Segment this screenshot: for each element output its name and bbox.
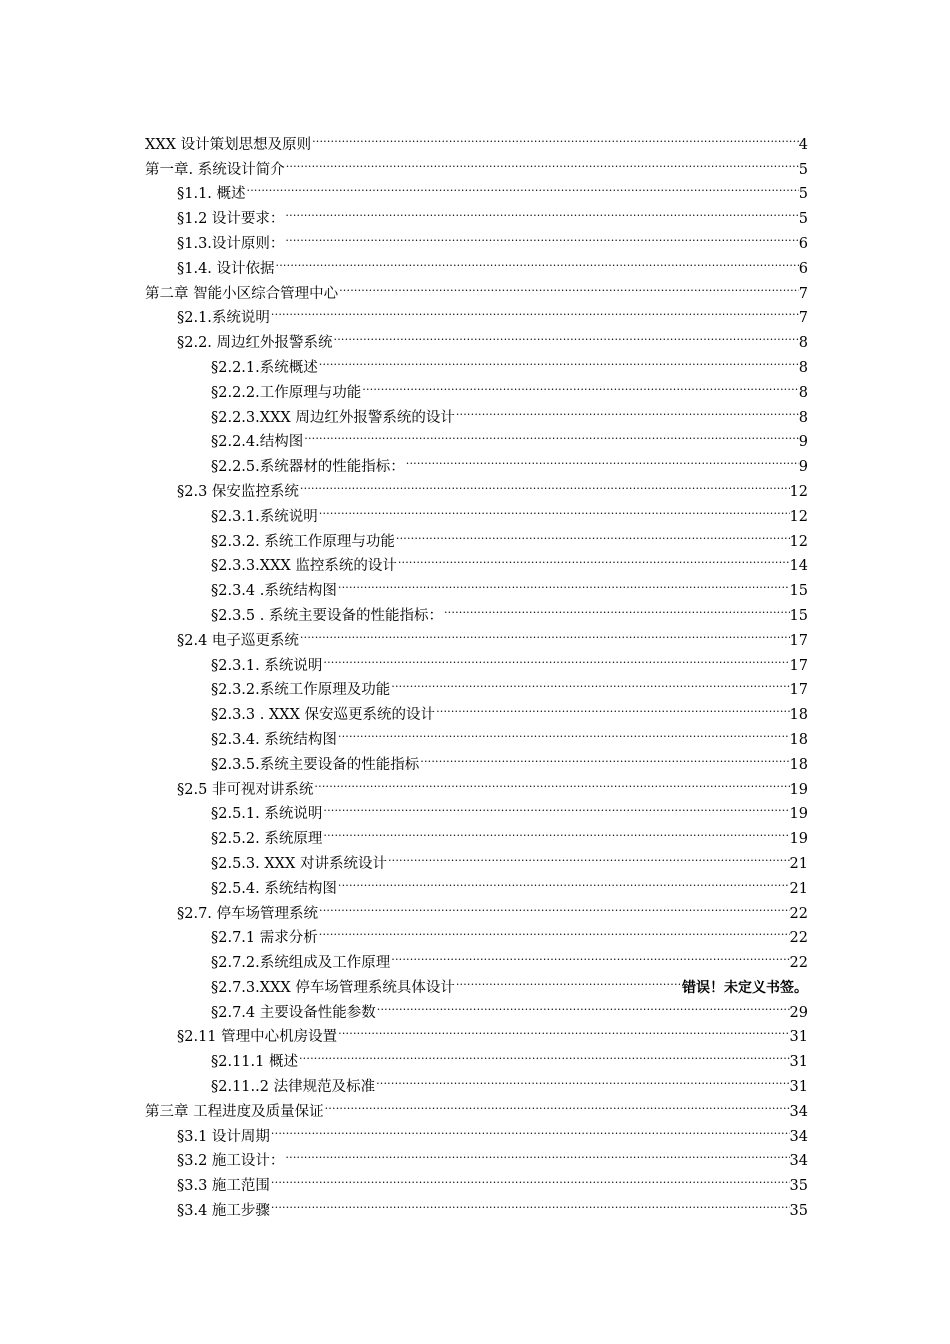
toc-dot-leader <box>376 992 790 1017</box>
toc-page-number: 34 <box>789 1103 808 1120</box>
toc-dot-leader <box>318 893 790 918</box>
toc-page-number: 4 <box>798 136 808 153</box>
toc-page-number: 35 <box>789 1203 808 1220</box>
toc-page-number: 8 <box>798 359 808 376</box>
toc-page-number: 12 <box>789 533 808 550</box>
toc-dot-leader <box>322 794 789 819</box>
toc-entry-title: §1.4. 设计依据 <box>177 260 275 277</box>
toc-dot-leader <box>397 546 790 571</box>
toc-entry-title: §2.1.系统说明 <box>177 310 270 327</box>
toc-page-number: 17 <box>789 632 808 649</box>
toc-entry-title: §2.3.5 . 系统主要设备的性能指标： <box>211 607 443 624</box>
toc-page-number: 22 <box>789 955 808 972</box>
toc-dot-leader <box>455 967 680 992</box>
toc-dot-leader <box>284 1141 789 1166</box>
toc-dot-leader <box>337 868 790 893</box>
toc-page-number: 12 <box>789 508 808 525</box>
toc-dot-leader <box>419 744 789 769</box>
toc-dot-leader <box>246 174 799 199</box>
toc-dot-leader <box>270 1165 790 1190</box>
toc-page-number: 31 <box>789 1054 808 1071</box>
toc-entry-title: §2.3.2.系统工作原理及功能 <box>211 682 391 699</box>
toc-entry-title: §2.3.1. 系统说明 <box>211 657 323 674</box>
toc-dot-leader <box>387 843 790 868</box>
toc-dot-leader <box>337 1017 789 1042</box>
toc-page-number: 5 <box>798 161 808 178</box>
toc-dot-leader <box>337 570 790 595</box>
toc-dot-leader <box>322 645 789 670</box>
toc-dot-leader <box>324 1091 790 1116</box>
toc-dot-leader <box>435 694 789 719</box>
toc-dot-leader <box>375 1066 789 1091</box>
toc-page-number: 17 <box>789 657 808 674</box>
toc-dot-leader <box>298 1041 790 1066</box>
toc-entry-title: §2.2.5.系统器材的性能指标： <box>211 459 405 476</box>
toc-entry-title: §2.11 管理中心机房设置 <box>177 1029 338 1046</box>
toc-page-number: 6 <box>798 260 808 277</box>
toc-page-number: 5 <box>798 211 808 228</box>
toc-dot-leader <box>284 198 798 223</box>
toc-entry-title: §2.3.2. 系统工作原理与功能 <box>211 533 395 550</box>
toc-page-number: 8 <box>798 384 808 401</box>
toc-dot-leader <box>337 719 790 744</box>
toc-entry-title: §2.3.4. 系统结构图 <box>211 731 337 748</box>
toc-entry-title: XXX 设计策划思想及原则 <box>145 136 312 153</box>
toc-entry-title: §2.7.1 需求分析 <box>211 930 318 947</box>
toc-page-number: 19 <box>789 806 808 823</box>
toc-entry-title: §1.2 设计要求： <box>177 211 285 228</box>
toc-page-number: 19 <box>789 781 808 798</box>
toc-entry-title: §2.3.1.系统说明 <box>211 508 318 525</box>
toc-page-number: 9 <box>798 434 808 451</box>
toc-page-number: 31 <box>789 1079 808 1096</box>
toc-page-number: 7 <box>798 285 808 302</box>
toc-entry-title: §2.5.3. XXX 对讲系统设计 <box>211 855 387 872</box>
toc-entry-title: §2.5.4. 系统结构图 <box>211 880 337 897</box>
toc-entry-title: §2.3 保安监控系统 <box>177 483 299 500</box>
toc-page-number: 7 <box>798 310 808 327</box>
toc-entry-title: 第三章 工程进度及质量保证 <box>145 1103 324 1120</box>
toc-page-number: 21 <box>789 880 808 897</box>
toc-dot-leader <box>390 670 789 695</box>
toc-page-number: 15 <box>789 607 808 624</box>
toc-entry-title: §2.5.1. 系统说明 <box>211 806 323 823</box>
toc-entry-title: §2.3.5.系统主要设备的性能指标 <box>211 756 420 773</box>
toc-entry-title: §2.2.4.结构图 <box>211 434 304 451</box>
toc-entry-title: §2.2. 周边红外报警系统 <box>177 335 333 352</box>
toc-page-number: 12 <box>789 483 808 500</box>
toc-dot-leader <box>318 347 799 372</box>
toc-entry-title: §2.3.3 . XXX 保安巡更系统的设计 <box>211 707 436 724</box>
toc-page-number: 34 <box>789 1153 808 1170</box>
toc-entry-title: §2.7.2.系统组成及工作原理 <box>211 955 391 972</box>
toc-dot-leader <box>270 1190 790 1215</box>
toc-page-number: 29 <box>789 1004 808 1021</box>
toc-page-number: 21 <box>789 855 808 872</box>
toc-dot-leader <box>390 942 789 967</box>
toc-page-number: 8 <box>798 409 808 426</box>
toc-page-number: 18 <box>789 731 808 748</box>
toc-entry-title: §2.4 电子巡更系统 <box>177 632 299 649</box>
toc-dot-leader <box>455 397 799 422</box>
toc-dot-leader <box>322 818 789 843</box>
toc-dot-leader <box>318 918 790 943</box>
toc-entry-title: §2.3.4 .系统结构图 <box>211 583 337 600</box>
toc-dot-leader <box>270 1116 790 1141</box>
toc-dot-leader <box>285 149 799 174</box>
toc-dot-leader <box>361 372 799 397</box>
toc-dot-leader <box>284 223 798 248</box>
toc-entry-title: §2.11..2 法律规范及标准 <box>211 1079 376 1096</box>
toc-entry-title: §2.2.1.系统概述 <box>211 359 318 376</box>
toc-entry-title: §1.3.设计原则： <box>177 235 285 252</box>
toc-entry-title: §2.5 非可视对讲系统 <box>177 781 314 798</box>
toc-dot-leader <box>395 521 790 546</box>
toc-page-number: 18 <box>789 756 808 773</box>
toc-entry-title: §3.2 施工设计： <box>177 1153 285 1170</box>
toc-page-number: 22 <box>789 930 808 947</box>
toc-entry-title: §3.3 施工范围 <box>177 1178 270 1195</box>
toc-entry[interactable] <box>145 124 808 153</box>
toc-page-number: 8 <box>798 335 808 352</box>
toc-dot-leader <box>318 496 790 521</box>
toc-dot-leader <box>299 471 790 496</box>
toc-page-number: 22 <box>789 905 808 922</box>
toc-page-number: 15 <box>789 583 808 600</box>
toc-page-number: 19 <box>789 831 808 848</box>
toc-entry-title: 第一章. 系统设计简介 <box>145 161 285 178</box>
toc-page-number: 35 <box>789 1178 808 1195</box>
toc-entry-title: §3.1 设计周期 <box>177 1128 270 1145</box>
toc-bookmark-error: 错误！未定义书签。 <box>682 979 808 996</box>
toc-dot-leader <box>299 620 790 645</box>
toc-dot-leader <box>405 446 799 471</box>
toc-dot-leader <box>338 273 799 298</box>
toc-dot-leader <box>443 595 790 620</box>
toc-page-number: 14 <box>789 558 808 575</box>
toc-entry-title: §3.4 施工步骤 <box>177 1203 270 1220</box>
toc-entry-title: §2.7. 停车场管理系统 <box>177 905 319 922</box>
toc-dot-leader <box>333 322 799 347</box>
toc-page-number: 34 <box>789 1128 808 1145</box>
toc-entry-title: §2.5.2. 系统原理 <box>211 831 323 848</box>
toc-page-number: 9 <box>798 459 808 476</box>
toc-dot-leader <box>311 124 799 149</box>
toc-entry-title: §2.7.4 主要设备性能参数 <box>211 1004 376 1021</box>
toc-page-number: 6 <box>798 235 808 252</box>
toc-entry-title: §2.7.3.XXX 停车场管理系统具体设计 <box>211 979 455 996</box>
toc-page-number: 18 <box>789 707 808 724</box>
toc-dot-leader <box>275 248 799 273</box>
toc-entry-title: §2.2.2.工作原理与功能 <box>211 384 362 401</box>
toc-page-number: 31 <box>789 1029 808 1046</box>
toc-dot-leader <box>270 298 799 323</box>
table-of-contents <box>145 124 808 1220</box>
toc-dot-leader <box>313 769 789 794</box>
toc-entry-title: §2.11.1 概述 <box>211 1054 298 1071</box>
toc-page-number: 17 <box>789 682 808 699</box>
toc-dot-leader <box>303 422 799 447</box>
toc-entry-title: §1.1. 概述 <box>177 186 246 203</box>
toc-entry-title: §2.3.3.XXX 监控系统的设计 <box>211 558 397 575</box>
toc-entry-title: §2.2.3.XXX 周边红外报警系统的设计 <box>211 409 455 426</box>
toc-page-number: 5 <box>798 186 808 203</box>
toc-entry-title: 第二章 智能小区综合管理中心 <box>145 285 339 302</box>
